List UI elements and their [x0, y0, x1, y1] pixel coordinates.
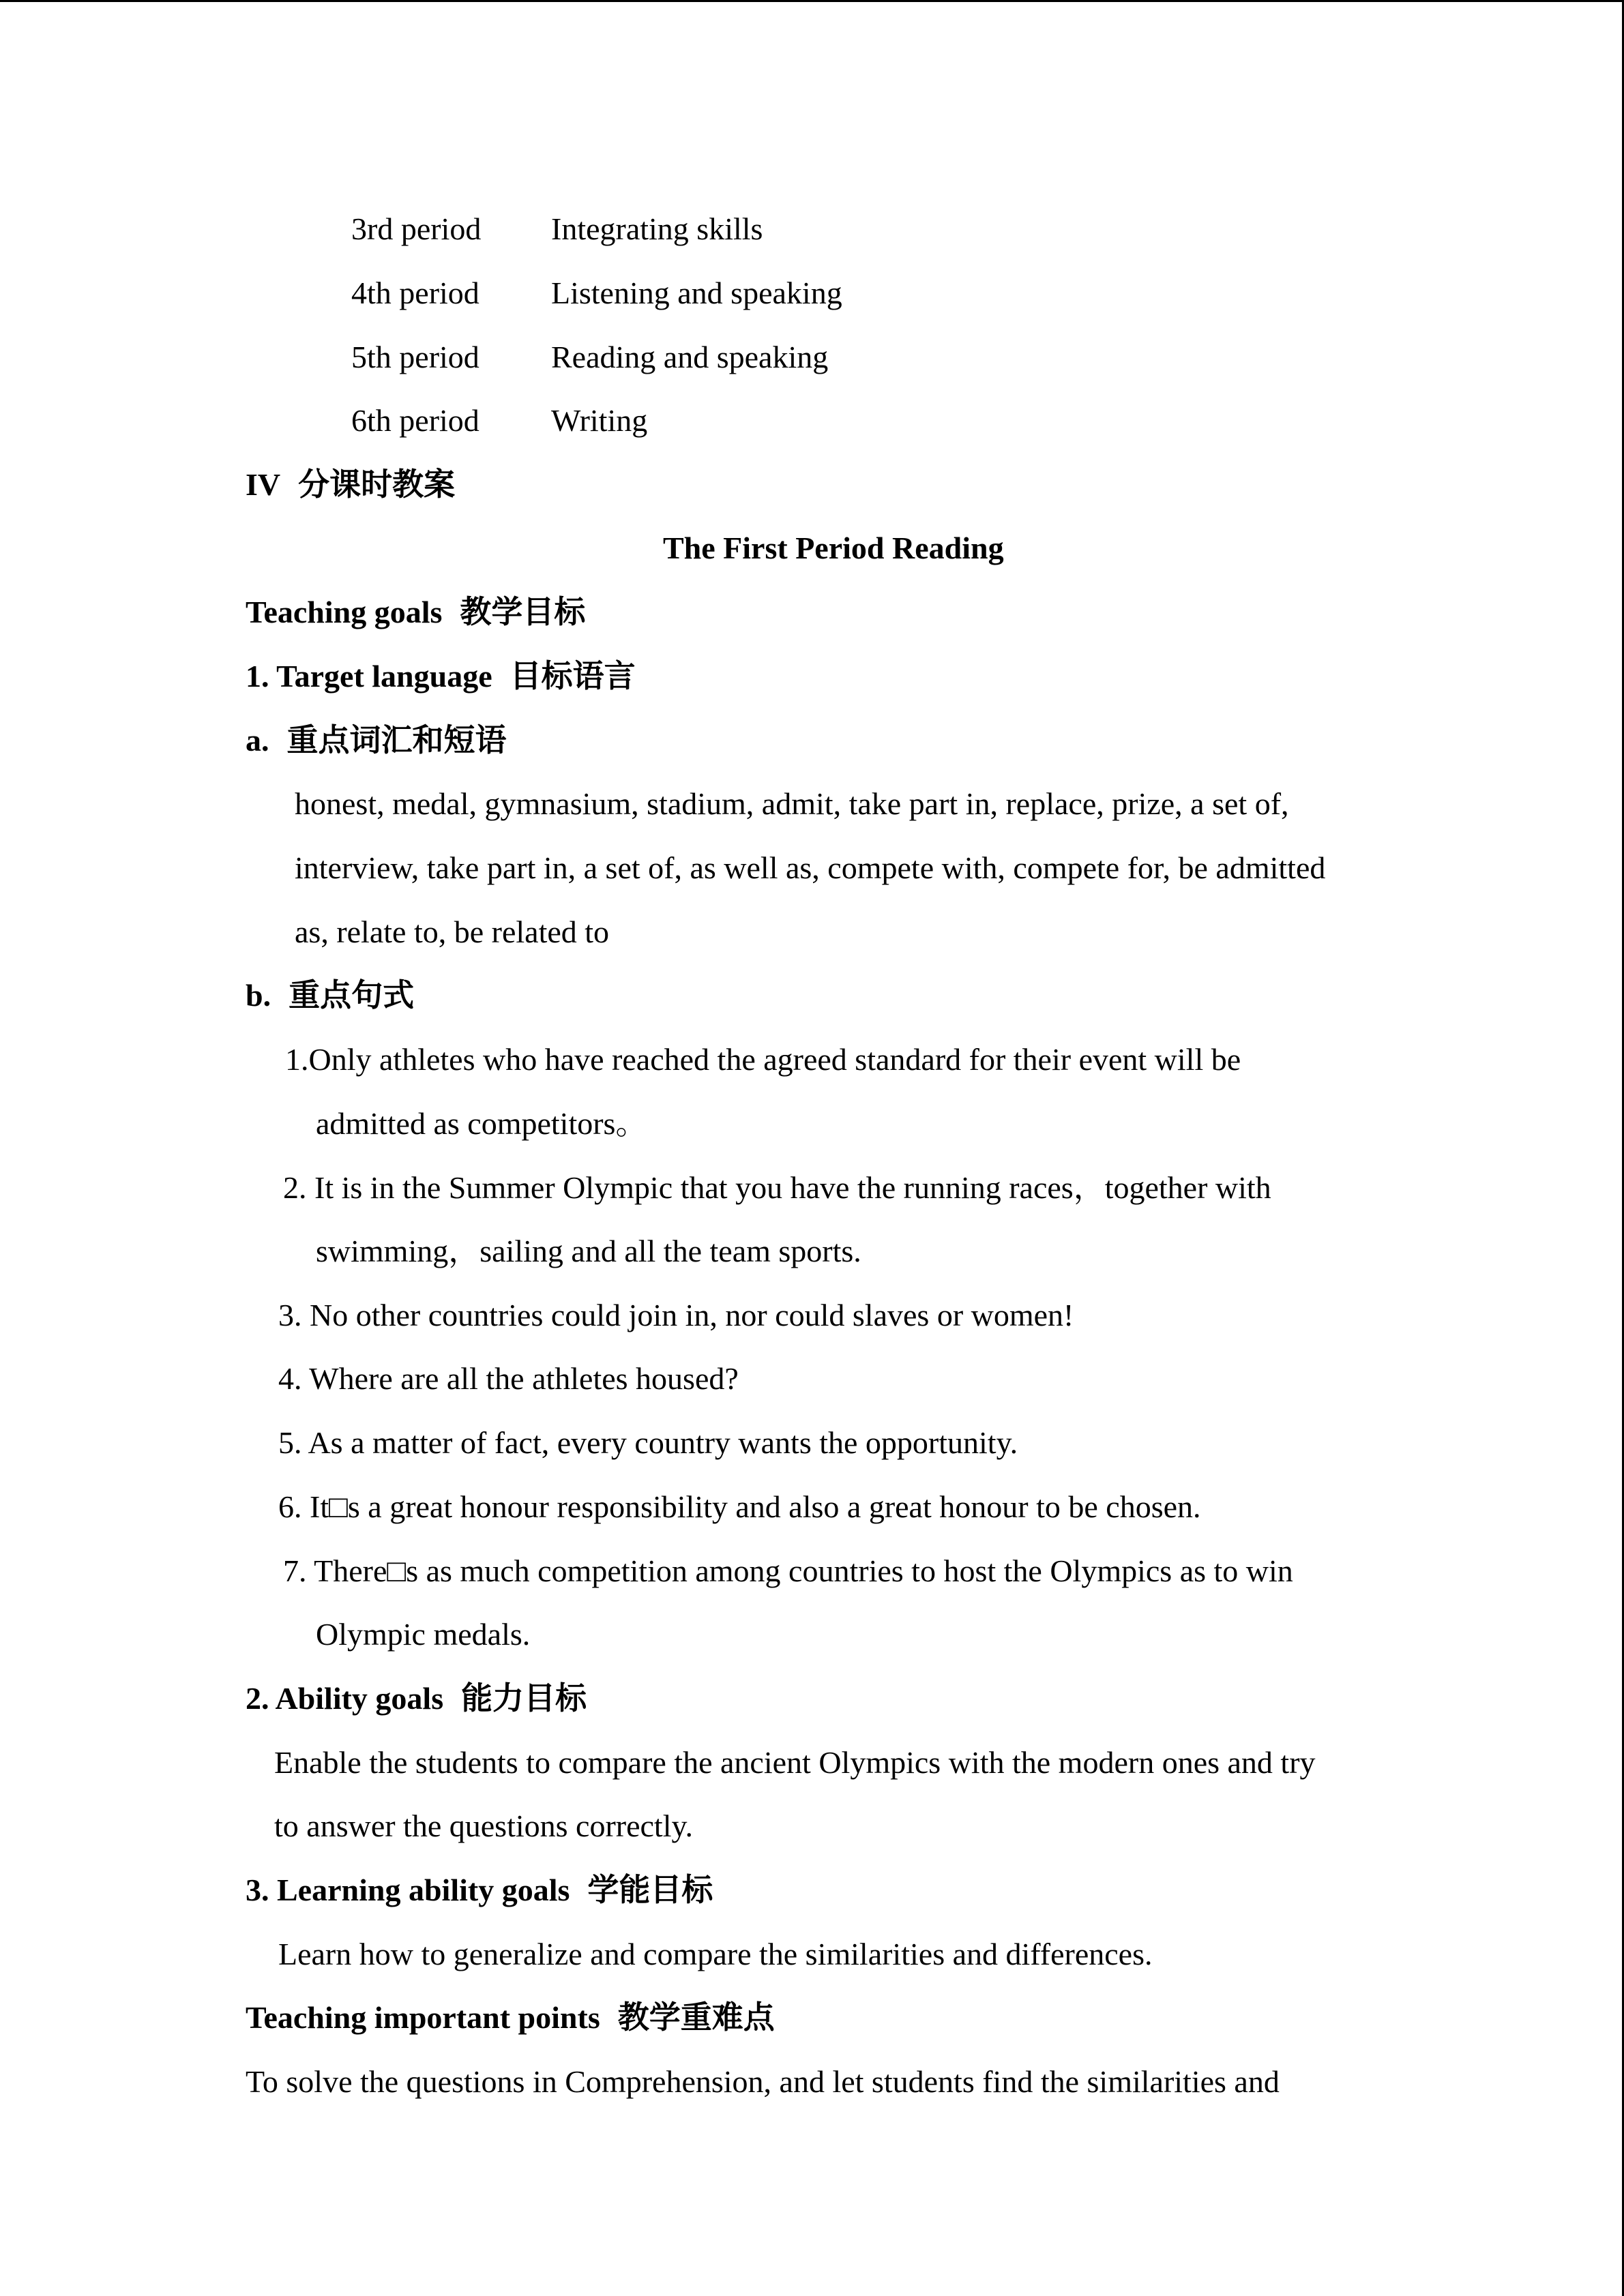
sentence-5: 5. As a matter of fact, every country wants the opportunity. [278, 1425, 1018, 1460]
section-iv-heading [246, 466, 455, 504]
heading-en: 3. Learning ability goals [246, 1873, 570, 1907]
important-points-line-1: To solve the questions in Comprehension, and let students find the similarities and [246, 2064, 1280, 2099]
learning-goals-heading [246, 1871, 713, 1909]
vocab-line-2: interview, take part in, a set of, as well as, compete with, compete for, be admitted [295, 850, 1326, 885]
ability-goals-line-2: to answer the questions correctly. [274, 1808, 693, 1843]
heading-cn: 重点词汇和短语 [286, 723, 507, 758]
period-number: 3rd period [351, 211, 482, 246]
page-border-top [0, 0, 1624, 2]
list-marker: b. [246, 978, 271, 1013]
period-number: 6th period [351, 403, 479, 438]
heading-en: 2. Ability goals [246, 1681, 444, 1716]
vocab-line-1: honest, medal, gymnasium, stadium, admit, take part in, replace, prize, a set of, [295, 786, 1289, 821]
heading-cn: 学能目标 [587, 1873, 713, 1907]
vocab-line-3: as, relate to, be related to [295, 914, 610, 949]
heading-en: Teaching goals [246, 595, 443, 629]
period-name: Reading and speaking [551, 340, 829, 374]
period-name: Listening and speaking [551, 275, 842, 310]
heading-cn: 目标语言 [510, 659, 636, 694]
period-title: The First Period Reading [663, 531, 1004, 565]
period-name: Integrating skills [551, 211, 763, 246]
sentence-1-line-1: 1.Only athletes who have reached the agreed standard for their event will be [285, 1042, 1241, 1077]
ability-goals-line-1: Enable the students to compare the ancient Olympics with the modern ones and try [274, 1745, 1316, 1780]
section-numeral: IV [246, 467, 281, 502]
sentence-7-line-2: Olympic medals. [316, 1617, 531, 1652]
list-marker: a. [246, 723, 269, 758]
vocab-heading [246, 721, 507, 760]
section-label: 分课时教案 [298, 467, 456, 502]
period-name: Writing [551, 403, 648, 438]
sentence-7-line-1: 7. There□s as much competition among countries to host the Olympics as to win [283, 1553, 1293, 1588]
target-language-heading [246, 657, 636, 696]
heading-cn: 重点句式 [289, 978, 415, 1013]
heading-en: 1. Target language [246, 659, 492, 694]
teaching-goals-heading [246, 593, 585, 631]
sentences-heading [246, 976, 414, 1015]
period-number: 5th period [351, 340, 479, 374]
sentence-1-line-2: admitted as competitors。 [316, 1106, 647, 1141]
ability-goals-heading [246, 1680, 587, 1718]
heading-cn: 教学目标 [460, 595, 586, 629]
sentence-2-line-2: swimming，sailing and all the team sports. [316, 1234, 861, 1268]
heading-en: Teaching important points [246, 2000, 600, 2035]
important-points-heading [246, 1999, 775, 2037]
learning-goals-line-1: Learn how to generalize and compare the similarities and differences. [278, 1937, 1153, 1971]
sentence-6: 6. It□s a great honour responsibility and also a great honour to be chosen. [278, 1489, 1201, 1524]
sentence-2-line-1: 2. It is in the Summer Olympic that you have the running races，together with [283, 1170, 1271, 1205]
sentence-3: 3. No other countries could join in, nor could slaves or women! [278, 1298, 1074, 1332]
sentence-4: 4. Where are all the athletes housed? [278, 1361, 739, 1396]
period-number: 4th period [351, 275, 479, 310]
heading-cn: 能力目标 [461, 1681, 587, 1716]
heading-cn: 教学重难点 [617, 2000, 775, 2035]
